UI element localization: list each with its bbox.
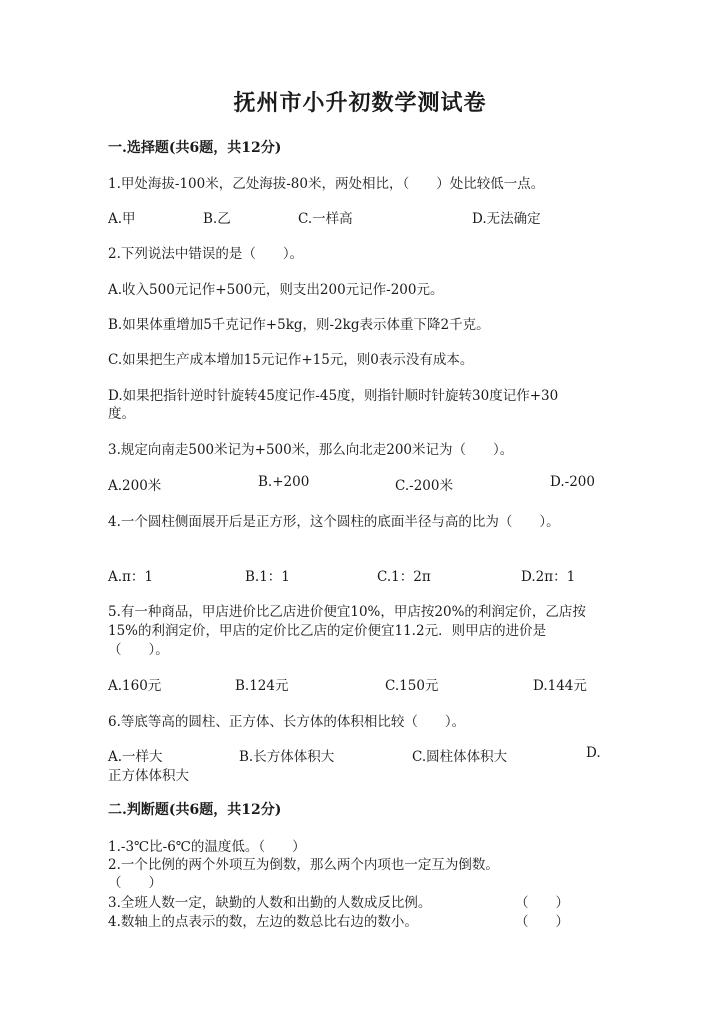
q5-option-a: A.160元 (108, 678, 162, 694)
q1-option-b: B.乙 (203, 211, 231, 227)
question-1: 1.甲处海拔-100米，乙处海拔-80米，两处相比，（ ）处比较低一点。 (108, 176, 545, 192)
question-5-line-2: 15%的利润定价，甲店的定价比乙店的定价便宜11.2元．则甲店的进价是 (108, 623, 547, 639)
q4-option-d: D.2π：1 (521, 569, 576, 585)
question-3: 3.规定向南走500米记为+500米，那么向北走200米记为（ ）。 (108, 442, 514, 458)
judge-item-4-answer-paren: （ ） (515, 914, 569, 930)
question-6: 6.等底等高的圆柱、正方体、长方体的体积相比较（ ）。 (108, 714, 466, 730)
q2-option-b: B.如果体重增加5千克记作+5kg，则-2kg表示体重下降2千克。 (108, 317, 490, 333)
q2-option-c: C.如果把生产成本增加15元记作+15元，则0表示没有成本。 (108, 352, 474, 368)
q4-option-b: B.1：1 (245, 569, 290, 585)
question-4: 4.一个圆柱侧面展开后是正方形，这个圆柱的底面半径与高的比为（ ）。 (108, 514, 560, 530)
q1-option-a: A.甲 (108, 211, 136, 227)
q3-option-c: C.-200米 (395, 478, 453, 494)
q2-option-d: D.如果把指针逆时针旋转45度记作-45度，则指针顺时针旋转30度记作+30 (108, 388, 559, 404)
q6-option-c: C.圆柱体体积大 (412, 749, 508, 765)
judge-item-2: 2.一个比例的两个外项互为倒数，那么两个内项也一定互为倒数。 (108, 857, 499, 873)
q1-option-d: D.无法确定 (472, 211, 541, 227)
q3-option-d: D.-200 (550, 474, 595, 490)
q6-option-d: D. (586, 745, 601, 761)
judge-item-3-answer-paren: （ ） (515, 895, 569, 911)
q5-option-b: B.124元 (235, 678, 289, 694)
q1-option-c: C.一样高 (298, 211, 353, 227)
q5-option-d: D.144元 (533, 678, 587, 694)
judge-item-4: 4.数轴上的点表示的数，左边的数总比右边的数小。 (108, 914, 418, 930)
q4-option-c: C.1：2π (377, 569, 431, 585)
q6-option-a: A.一样大 (108, 749, 163, 765)
q4-option-a: A.π：1 (108, 569, 154, 585)
judge-item-1: 1.-3℃比-6℃的温度低。（ ） (108, 839, 306, 855)
judge-item-3: 3.全班人数一定，缺勤的人数和出勤的人数成反比例。 (108, 895, 432, 911)
question-2: 2.下列说法中错误的是（ ）。 (108, 246, 304, 262)
question-5-line-1: 5.有一种商品，甲店进价比乙店进价便宜10%，甲店按20%的利润定价，乙店按 (108, 604, 586, 620)
q6-option-b: B.长方体体积大 (239, 749, 335, 765)
q2-option-a: A.收入500元记作+500元，则支出200元记作-200元。 (108, 282, 444, 298)
q5-option-c: C.150元 (385, 678, 439, 694)
q6-option-d-continuation: 正方体体积大 (108, 768, 189, 784)
page-title: 抚州市小升初数学测试卷 (233, 90, 487, 116)
q3-option-b: B.+200 (258, 474, 310, 490)
judge-item-2-answer-paren: （ ） (108, 875, 162, 891)
q3-option-a: A.200米 (108, 478, 162, 494)
question-5-line-3: （ ）。 (108, 642, 169, 658)
section-heading-multiple-choice: 一.选择题(共6题，共12分) (108, 140, 282, 156)
q2-option-d-continuation: 度。 (108, 406, 135, 422)
section-heading-true-false: 二.判断题(共6题，共12分) (108, 802, 282, 818)
